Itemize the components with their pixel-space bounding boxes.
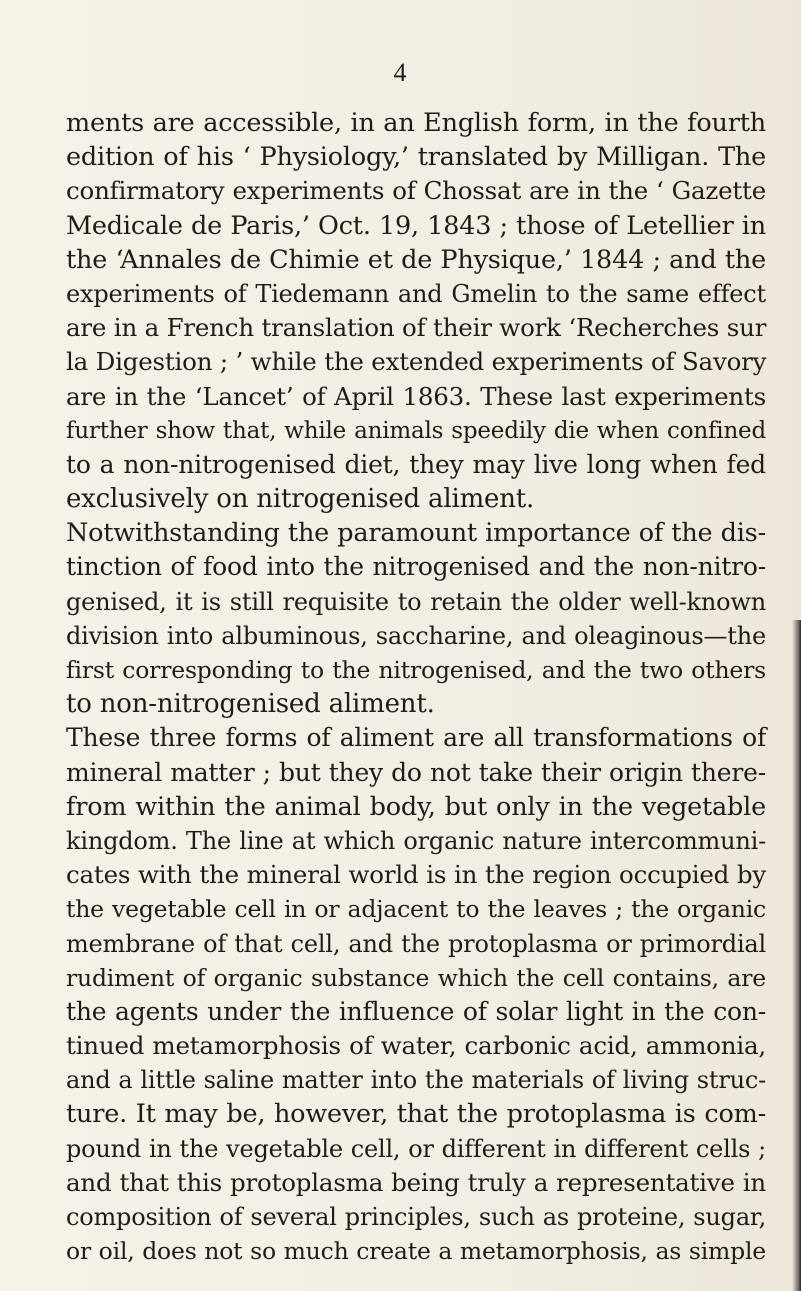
text-line: composition of several principles, such as proteine, sugar,	[66, 1203, 766, 1231]
text-line: from within the animal body, but only in the vegetable	[66, 791, 766, 822]
text-line: Notwithstanding the paramount importance of the dis-	[66, 518, 766, 549]
text-line: the agents under the influence of solar light in the con-	[66, 996, 766, 1026]
text-line: membrane of that cell, and the protoplasma or primordial	[66, 929, 766, 958]
text-line: mineral matter ; but they do not take their origin there-	[66, 757, 766, 787]
text-line: edition of his ‘ Physiology,’ translated by Milligan. The	[66, 142, 766, 173]
text-line: to a non-nitrogenised diet, they may live long when fed	[66, 449, 766, 479]
text-line: la Digestion ; ’ while the extended experiments of Savory	[66, 347, 767, 377]
text-line: and a little saline matter into the materials of living struc-	[66, 1066, 766, 1095]
text-line: genised, it is still requisite to retain the older well-known	[66, 587, 766, 616]
body-text	[66, 106, 766, 1268]
text-line: kingdom. The line at which organic nature intercommuni-	[66, 826, 766, 855]
text-line: are in a French translation of their work ‘Recherches sur	[66, 313, 767, 343]
text-line: Medicale de Paris,’ Oct. 19, 1843 ; those of Letellier in	[66, 210, 766, 241]
text-line: confirmatory experiments of Chossat are in the ‘ Gazette	[66, 176, 766, 206]
text-line: the ‘Annales de Chimie et de Physique,’ 1844 ; and the	[66, 244, 766, 275]
text-line: and that this protoplasma being truly a representative in	[66, 1167, 766, 1197]
text-line: tinction of food into the nitrogenised and the non-nitro-	[66, 552, 766, 582]
text-line: These three forms of aliment are all transformations of	[66, 723, 766, 753]
text-line: to non-nitrogenised aliment.	[66, 689, 435, 720]
text-line: the vegetable cell in or adjacent to the leaves ; the organic	[66, 895, 766, 924]
text-line: ture. It may be, however, that the protoplasma is com-	[66, 1099, 766, 1130]
text-line: exclusively on nitrogenised aliment.	[66, 484, 535, 515]
text-line: ments are accessible, in an English form, in the fourth	[66, 108, 766, 138]
text-line: tinued metamorphosis of water, carbonic acid, ammonia,	[66, 1031, 766, 1061]
text-line: are in the ‘Lancet’ of April 1863. These last experiments	[66, 381, 766, 411]
text-line: or oil, does not so much create a metamorphosis, as simple	[66, 1237, 766, 1266]
text-line: cates with the mineral world is in the region occupied by	[66, 860, 766, 890]
text-line: division into albuminous, saccharine, and oleaginous—the	[66, 621, 766, 650]
text-line: pound in the vegetable cell, or different in different cells ;	[66, 1134, 766, 1163]
text-line: first corresponding to the nitrogenised, and the two others	[66, 656, 766, 684]
page-edge-shadow	[792, 620, 801, 1291]
page-number: 4	[393, 58, 408, 87]
text-line: rudiment of organic substance which the cell contains, are	[66, 963, 766, 992]
text-line: further show that, while animals speedily die when confined	[66, 417, 766, 444]
text-line: experiments of Tiedemann and Gmelin to the same effect	[66, 279, 766, 308]
